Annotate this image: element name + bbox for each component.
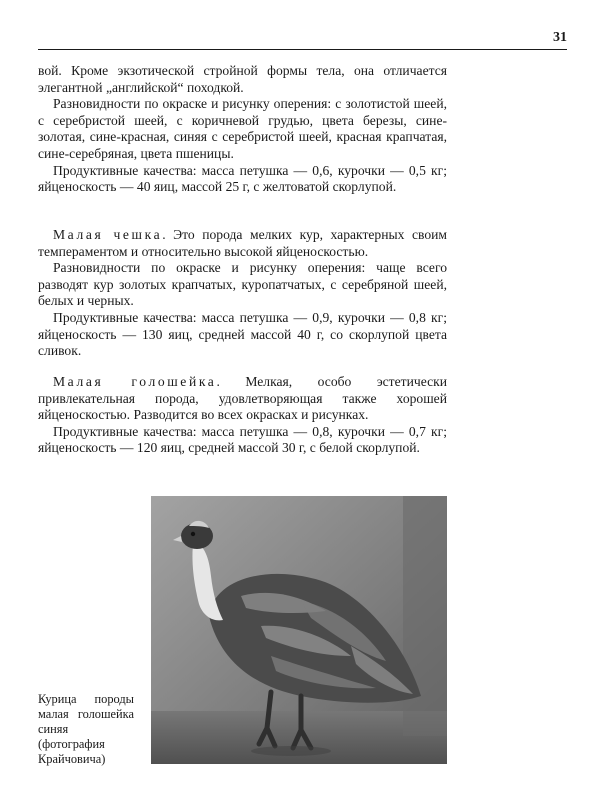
page-number: 31 xyxy=(553,30,567,45)
paragraph: Продуктивные качества: масса петушка — 0,8, курочки — 0,7 кг; яйценоскость — 120 яиц, средней массой 30 г, с белой скорлупой. xyxy=(38,423,447,456)
paragraph xyxy=(38,227,447,260)
breed-title: Малая чешка xyxy=(53,227,163,242)
paragraph: Разновидности по окраске и рисунку оперения: чаще всего разводят кур золотых крапчатых, куропатчатых, с серебряной шеей, белых и черных. xyxy=(38,260,447,309)
paragraph: Разновидности по окраске и рисунку оперения: с золотистой шеей, с серебристой шеей, с коричневой грудью, цвета березы, сине-золотая, сине-красная, синяя с серебристой шеей, красная крапчатая, сине-серебряная, цвета пшеницы. xyxy=(38,96,447,161)
section-malaya-cheshka xyxy=(38,227,447,360)
section-malaya-golosheyka xyxy=(38,374,447,457)
paragraph: Продуктивные качества: масса петушка — 0,9, курочки — 0,8 кг; яйценоскость — 130 яиц, средней массой 40 г, со скорлупой цвета сливок. xyxy=(38,309,447,359)
paragraph: вой. Кроме экзотической стройной формы тела, она отличается элегантной „английской“ походкой. xyxy=(38,63,447,95)
photo-caption: Курица породы малая голошейка синяя (фотография Крайчовича) xyxy=(38,692,134,766)
hen-photo xyxy=(151,496,447,764)
paragraph xyxy=(38,374,447,424)
breed-title: Малая голошейка xyxy=(53,374,217,389)
paragraph: Продуктивные качества: масса петушка — 0,6, курочки — 0,5 кг; яйценоскость — 40 яиц, массой 25 г, с желтоватой скорлупой. xyxy=(38,162,447,195)
header-rule xyxy=(38,49,567,50)
section-1 xyxy=(38,63,447,196)
breed-intro: . Это порода мелких кур, характерных своим темпераментом и относительно высокой яйценоскостью. xyxy=(38,227,447,259)
hen-illustration xyxy=(151,496,447,764)
breed-intro: . Мелкая, особо эстетически привлекательная порода, удовлетворяющая также хорошей яйценоскостью. Разводится во всех окрасках и рисунках. xyxy=(38,374,447,423)
